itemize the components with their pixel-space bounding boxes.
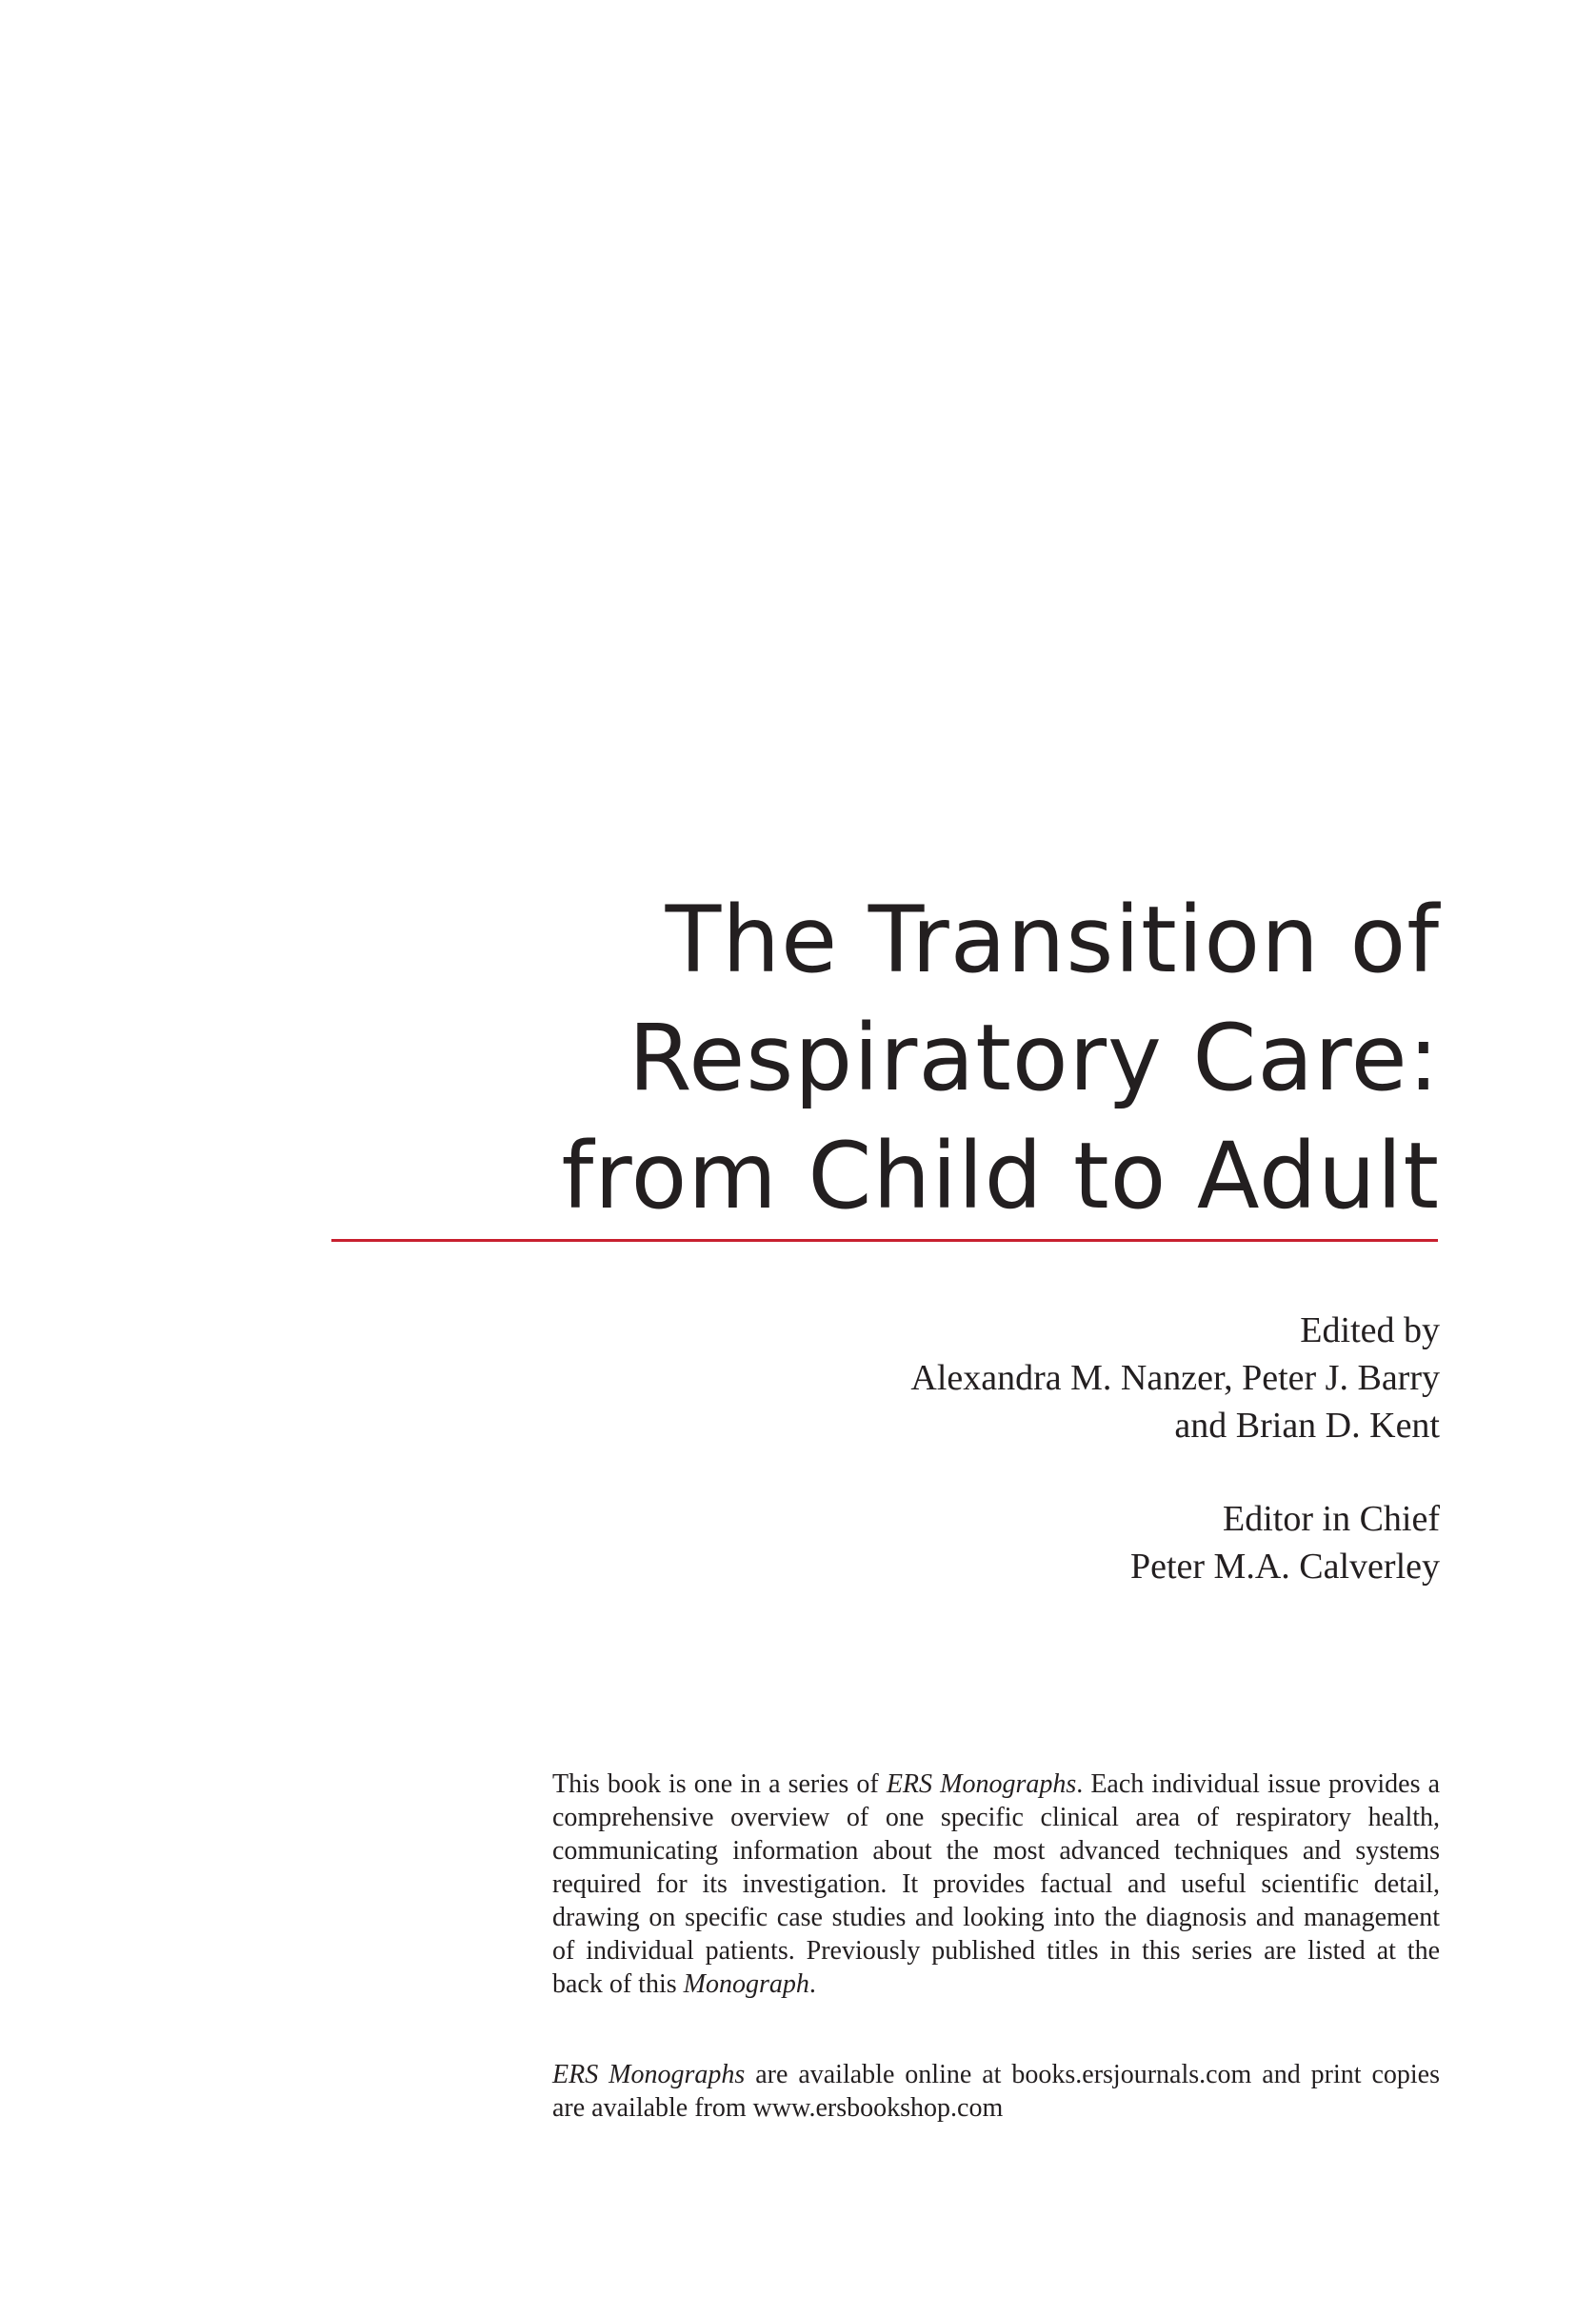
availability-text: are available online at books.ersjournals.com and print copies are available from www.ersbookshop.com (552, 2060, 1440, 2123)
title-line-1: The Transition of (665, 887, 1440, 993)
editors-spacer (667, 1449, 1440, 1495)
series-text-3: . (808, 1969, 816, 1999)
title-line-3: from Child to Adult (561, 1123, 1440, 1229)
edited-by-label: Edited by (1300, 1310, 1440, 1350)
series-text-1: This book is one in a series of (552, 1769, 887, 1799)
book-title (324, 881, 1440, 1235)
editor-names-line-2: and Brian D. Kent (1174, 1406, 1440, 1446)
editor-in-chief-label: Editor in Chief (1223, 1499, 1440, 1539)
availability-series-italic: ERS Monographs (552, 2060, 746, 2089)
editor-names-line-1: Alexandra M. Nanzer, Peter J. Barry (910, 1358, 1440, 1398)
title-divider (331, 1239, 1438, 1242)
series-text-2: . Each individual issue provides a comprehensive overview of one specific clinical area of respiratory health, communicating information about the most advanced techniques and systems required for its investigation. It provides factual and useful scientific detail, drawing on specific case studies and looking into the diagnosis and management of individual patients. Previously published titles in this series are listed at the back of this (552, 1769, 1441, 1999)
series-name-italic: ERS Monographs (886, 1769, 1077, 1799)
series-paragraph (552, 1768, 1440, 2001)
monograph-italic: Monograph (683, 1969, 809, 1999)
editors-block (667, 1307, 1440, 1590)
series-description (552, 1768, 1440, 2125)
title-line-2: Respiratory Care: (628, 1005, 1440, 1111)
editor-in-chief-name: Peter M.A. Calverley (1129, 1547, 1440, 1587)
availability-paragraph (552, 2058, 1440, 2125)
